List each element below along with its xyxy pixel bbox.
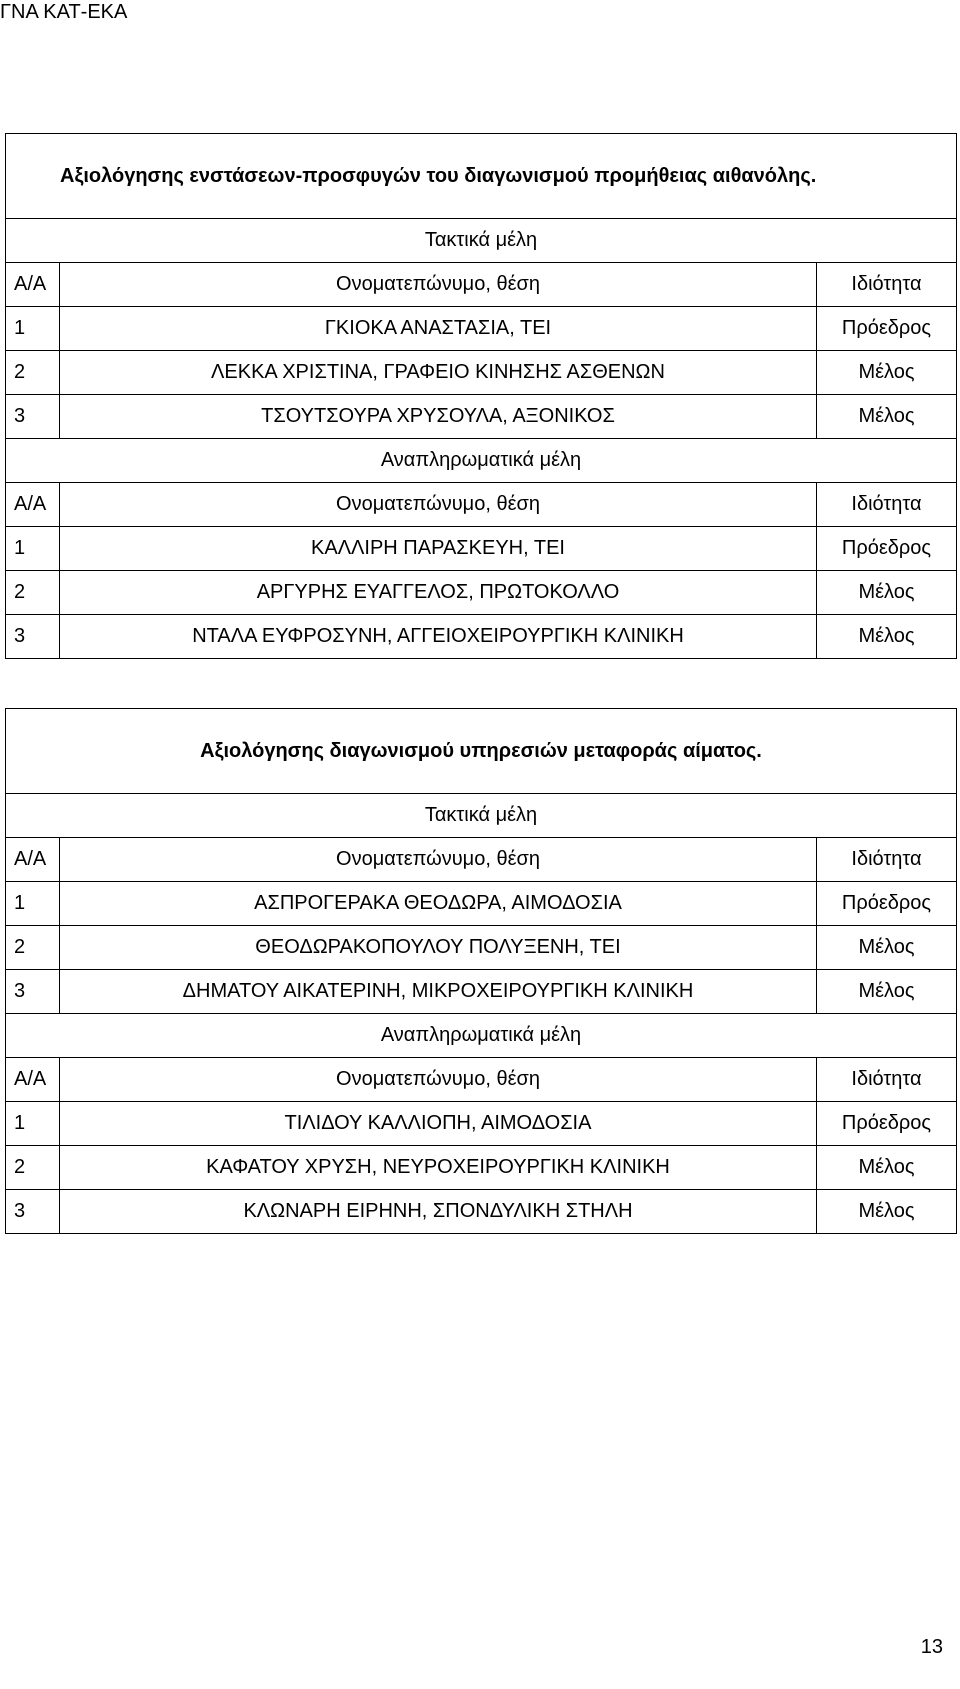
- group-label: Αναπληρωματικά μέλη: [6, 1014, 957, 1058]
- row-number: 2: [6, 926, 60, 970]
- row-number: 2: [6, 571, 60, 615]
- group-label: Αναπληρωματικά μέλη: [6, 439, 957, 483]
- member-role: Μέλος: [816, 1190, 956, 1234]
- table-header-row: [6, 483, 957, 527]
- member-name: ΝΤΑΛΑ ΕΥΦΡΟΣΥΝΗ, ΑΓΓΕΙΟΧΕΙΡΟΥΡΓΙΚΗ ΚΛΙΝΙΚΗ: [60, 615, 817, 659]
- row-number: 2: [6, 1146, 60, 1190]
- row-number: 3: [6, 395, 60, 439]
- member-name: ΑΡΓΥΡΗΣ ΕΥΑΓΓΕΛΟΣ, ΠΡΩΤΟΚΟΛΛΟ: [60, 571, 817, 615]
- table-row: [6, 1102, 957, 1146]
- member-role: Μέλος: [817, 571, 957, 615]
- row-number: 1: [6, 882, 60, 926]
- member-name: ΑΣΠΡΟΓΕΡΑΚΑ ΘΕΟΔΩΡΑ, ΑΙΜΟΔΟΣΙΑ: [60, 882, 817, 926]
- table-row: [6, 571, 957, 615]
- column-header-role: Ιδιότητα: [817, 483, 957, 527]
- column-header-name: Ονοματεπώνυμο, θέση: [60, 483, 817, 527]
- member-role: Μέλος: [817, 395, 957, 439]
- column-header-name: Ονοματεπώνυμο, θέση: [60, 263, 817, 307]
- member-name: ΚΑΛΛΙΡΗ ΠΑΡΑΣΚΕΥΗ, ΤΕΙ: [60, 527, 817, 571]
- column-header-aa: Α/Α: [6, 1058, 60, 1102]
- member-name: ΚΛΩΝΑΡΗ ΕΙΡΗΝΗ, ΣΠΟΝΔΥΛΙΚΗ ΣΤΗΛΗ: [60, 1190, 817, 1234]
- table-row: [6, 1190, 957, 1234]
- table-row: [6, 882, 957, 926]
- table-row: [6, 527, 957, 571]
- group-label: Τακτικά μέλη: [6, 219, 957, 263]
- row-number: 1: [6, 1102, 60, 1146]
- column-header-aa: Α/Α: [6, 263, 60, 307]
- member-role: Πρόεδρος: [817, 307, 957, 351]
- table-header-row: [6, 263, 957, 307]
- page-header: ΓΝΑ ΚΑΤ-ΕΚΑ: [0, 1, 128, 23]
- committee-title: Αξιολόγησης διαγωνισμού υπηρεσιών μεταφοράς αίματος.: [6, 709, 957, 794]
- member-name: ΤΙΛΙΔΟΥ ΚΑΛΛΙΟΠΗ, ΑΙΜΟΔΟΣΙΑ: [60, 1102, 817, 1146]
- column-header-role: Ιδιότητα: [816, 838, 956, 882]
- member-role: Μέλος: [816, 970, 956, 1014]
- committee-table-blood-transport: [5, 708, 957, 1234]
- column-header-role: Ιδιότητα: [817, 263, 957, 307]
- member-name: ΔΗΜΑΤΟΥ ΑΙΚΑΤΕΡΙΝΗ, ΜΙΚΡΟΧΕΙΡΟΥΡΓΙΚΗ ΚΛΙΝΙΚΗ: [60, 970, 817, 1014]
- table-row: [6, 1146, 957, 1190]
- table-row: [6, 395, 957, 439]
- row-number: 3: [6, 1190, 60, 1234]
- table-row: [6, 351, 957, 395]
- column-header-role: Ιδιότητα: [816, 1058, 956, 1102]
- column-header-name: Ονοματεπώνυμο, θέση: [60, 838, 817, 882]
- member-role: Πρόεδρος: [816, 882, 956, 926]
- member-name: ΤΣΟΥΤΣΟΥΡΑ ΧΡΥΣΟΥΛΑ, ΑΞΟΝΙΚΟΣ: [60, 395, 817, 439]
- table-header-row: [6, 838, 957, 882]
- member-role: Μέλος: [817, 351, 957, 395]
- row-number: 3: [6, 970, 60, 1014]
- member-role: Μέλος: [817, 615, 957, 659]
- row-number: 3: [6, 615, 60, 659]
- row-number: 1: [6, 307, 60, 351]
- column-header-name: Ονοματεπώνυμο, θέση: [60, 1058, 817, 1102]
- table-row: [6, 615, 957, 659]
- column-header-aa: Α/Α: [6, 483, 60, 527]
- member-role: Μέλος: [816, 926, 956, 970]
- member-name: ΚΑΦΑΤΟΥ ΧΡΥΣΗ, ΝΕΥΡΟΧΕΙΡΟΥΡΓΙΚΗ ΚΛΙΝΙΚΗ: [60, 1146, 817, 1190]
- table-row: [6, 926, 957, 970]
- committee-table-ethanol: [5, 133, 957, 659]
- member-role: Μέλος: [816, 1146, 956, 1190]
- table-header-row: [6, 1058, 957, 1102]
- column-header-aa: Α/Α: [6, 838, 60, 882]
- row-number: 1: [6, 527, 60, 571]
- committee-title: Αξιολόγησης ενστάσεων-προσφυγών του διαγωνισμού προμήθειας αιθανόλης.: [6, 134, 957, 219]
- member-name: ΘΕΟΔΩΡΑΚΟΠΟΥΛΟΥ ΠΟΛΥΞΕΝΗ, ΤΕΙ: [60, 926, 817, 970]
- member-role: Πρόεδρος: [817, 527, 957, 571]
- row-number: 2: [6, 351, 60, 395]
- page-number: 13: [920, 1636, 943, 1658]
- member-name: ΓΚΙΟΚΑ ΑΝΑΣΤΑΣΙΑ, ΤΕΙ: [60, 307, 817, 351]
- table-row: [6, 307, 957, 351]
- member-role: Πρόεδρος: [816, 1102, 956, 1146]
- member-name: ΛΕΚΚΑ ΧΡΙΣΤΙΝΑ, ΓΡΑΦΕΙΟ ΚΙΝΗΣΗΣ ΑΣΘΕΝΩΝ: [60, 351, 817, 395]
- group-label: Τακτικά μέλη: [6, 794, 957, 838]
- table-row: [6, 970, 957, 1014]
